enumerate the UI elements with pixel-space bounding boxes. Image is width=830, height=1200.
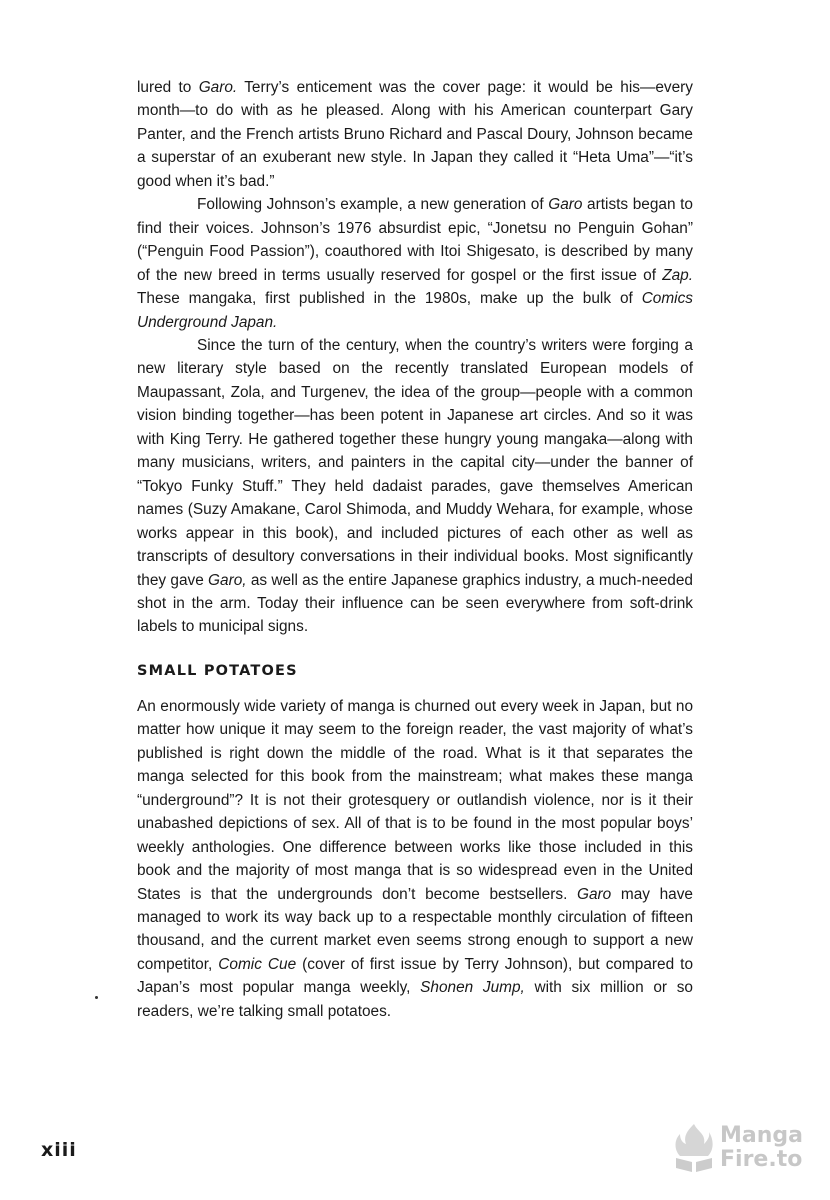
section-paragraphs [137, 695, 693, 1023]
section-heading: SMALL POTATOES [137, 662, 298, 679]
body-paragraph [137, 334, 693, 639]
intro-paragraphs [137, 76, 693, 639]
paragraph-text: lured to [137, 79, 199, 96]
paragraph-text: Terry’s enticement was the cover page: it would be his—every month—to do with as he pleased. Along with his American counterpart Gary Panter, and the French artists Bruno Richard and Pascal Doury, Johnson became a superstar of an exuberant new style. In Japan they called it “Heta Uma”—“it’s good when it’s bad.” [137, 79, 693, 190]
paragraph-text: as well as the entire Japanese graphics industry, a much-needed shot in the arm. Today their influence can be seen everywhere from soft-drink labels to municipal signs. [137, 571, 693, 636]
page-number: xiii [41, 1139, 77, 1161]
paragraph-text: (cover of first issue by Terry Johnson), but compared to Japan’s most popular manga weekly, [137, 955, 693, 997]
paragraph-text: Following Johnson’s example, a new generation of [197, 196, 549, 214]
paragraph-text: may have managed to work its way back up to a respectable monthly circulation of fifteen thousand, and the current market even seems strong enough to support a new competitor, [137, 885, 693, 973]
page-body [137, 76, 693, 1023]
body-paragraph [137, 76, 693, 193]
watermark-text [720, 1124, 803, 1172]
paragraph-text: with six million or so readers, we’re talking small potatoes. [137, 979, 693, 1020]
italic-title-text: Comics Underground Japan. [137, 290, 693, 331]
watermark-line2: Fire.to [720, 1147, 803, 1172]
paragraph-text: artists began to find their voices. Johnson’s 1976 absurdist epic, “Jonetsu no Penguin Gohan” (“Penguin Food Passion”), coauthored with Itoi Shigesato, is described by many of the new breed in terms usually reserved for gospel or the first issue of [137, 196, 693, 284]
body-paragraph [137, 695, 693, 1023]
paragraph-text: Since the turn of the century, when the country’s writers were forging a new literary style based on the recently translated European models of Maupassant, Zola, and Turgenev, the idea of the group—people with a common vision binding together—has been potent in Japanese art circles. And so it was with King Terry. He gathered together these hungry young mangaka—along with many musicians, writers, and painters in the capital city—under the banner of “Tokyo Funky Stuff.” They held dadaist parades, gave themselves American names (Suzy Amakane, Carol Shimoda, and Muddy Wehara, for example, whose works appear in this book), and included pictures of each other as well as transcripts of desultory conversations in their individual books. Most significantly they gave [137, 336, 693, 589]
italic-title-text: Comic Cue [218, 955, 297, 973]
site-watermark [672, 1118, 812, 1178]
italic-title-text: Zap. [662, 266, 693, 284]
body-paragraph [137, 193, 693, 334]
paragraph-text: An enormously wide variety of manga is churned out every week in Japan, but no matter how unique it may seem to the foreign reader, the vast majority of what’s published is right down the middle of the road. What is it that separates the manga selected for this book from the mainstream; what makes these manga “underground”? It is not their grotesquery or outlandish violence, nor is it their unabashed depictions of sex. All of that is to be found in the most popular boys’ weekly anthologies. One difference between works like those included in this book and the majority of most manga that is so widespread even in the United States is that the undergrounds don’t become bestsellers. [137, 697, 693, 903]
italic-title-text: Garo, [208, 571, 247, 589]
italic-title-text: Shonen Jump, [420, 979, 525, 997]
paragraph-text: These mangaka, first published in the 1980s, make up the bulk of [137, 290, 642, 308]
italic-title-text: Garo. [198, 79, 238, 96]
watermark-line1: Manga [720, 1123, 803, 1148]
scan-speck [95, 996, 98, 999]
italic-title-text: Garo [548, 196, 583, 214]
italic-title-text: Garo [577, 885, 612, 903]
flame-book-icon [672, 1122, 716, 1174]
